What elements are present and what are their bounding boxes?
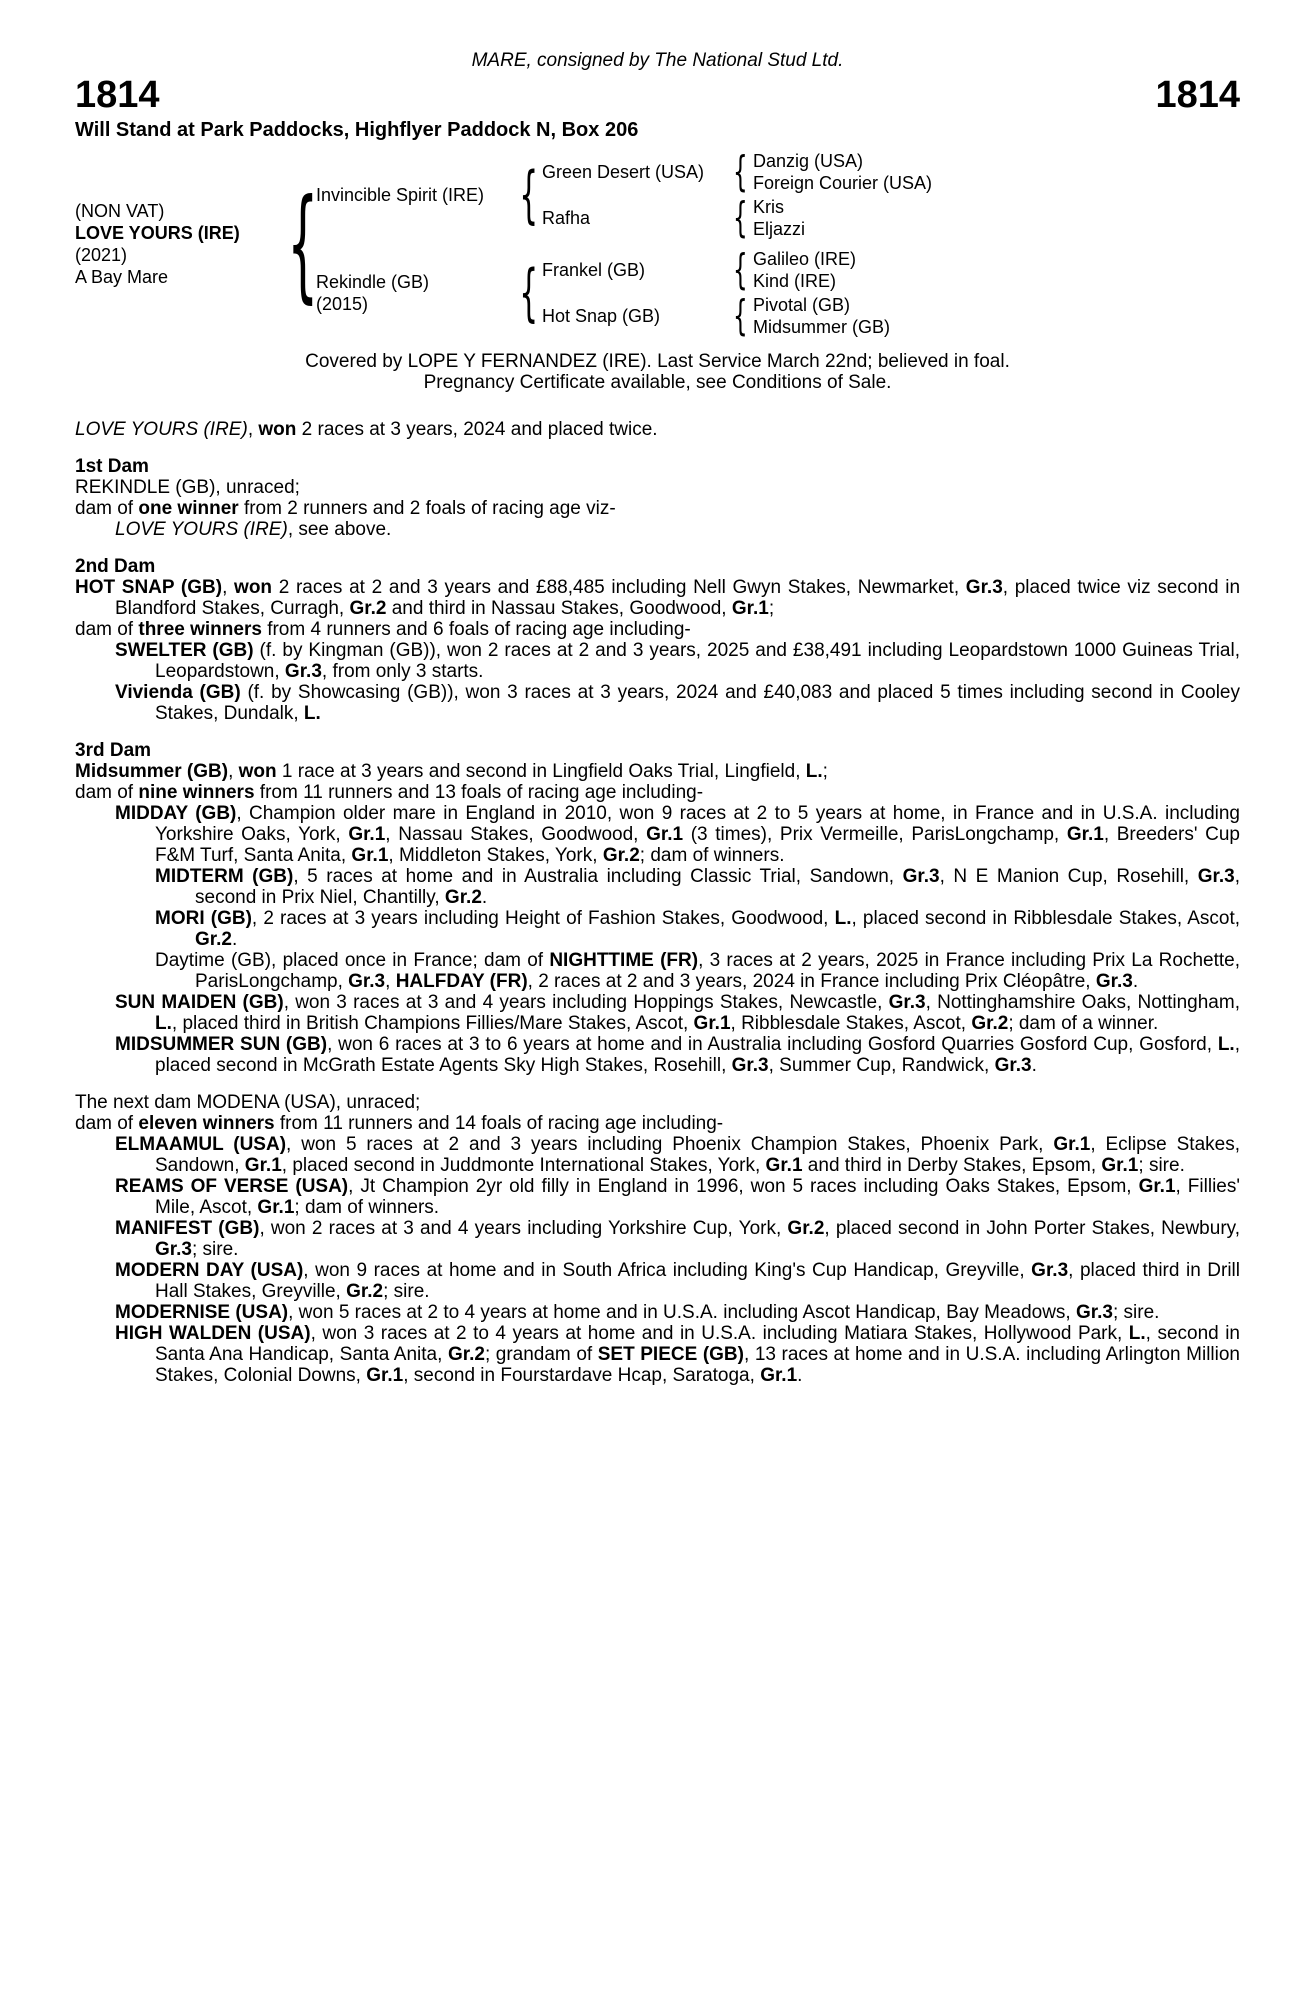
pedigree-tree <box>316 149 1240 339</box>
sire-dam-cell <box>542 207 727 229</box>
text-segment: and third in Nassau Stakes, Goodwood, <box>386 598 732 619</box>
brace-icon: { <box>519 256 539 329</box>
text-segment: . <box>1031 1055 1037 1076</box>
text-segment: , Jt Champion 2yr old filly in England in 1996, won 5 races including Oaks Stakes, Epsom, <box>348 1176 1139 1197</box>
midsummer-record <box>75 761 1240 782</box>
text-segment: Gr.1 <box>646 824 684 845</box>
text-segment: Gr.3 <box>965 577 1003 598</box>
dam-sire-sire-name: Galileo (IRE) <box>753 249 857 269</box>
text-segment: L. <box>155 1013 172 1034</box>
subject-description: A Bay Mare <box>75 267 169 287</box>
pedigree-table <box>75 149 1240 339</box>
text-segment: Gr.3 <box>1076 1302 1113 1323</box>
sire-dam-sire-name: Kris <box>753 197 784 217</box>
text-segment: , Nottinghamshire Oaks, Nottingham, <box>925 992 1240 1013</box>
text-segment: , won 5 races at 2 to 4 years at home and in U.S.A. including Ascot Handicap, Bay Meadows, <box>288 1302 1076 1323</box>
catalogue-text <box>75 419 1240 1386</box>
second-dam-produce <box>75 619 1240 640</box>
rekindle-record <box>75 477 1240 498</box>
text-segment: Gr.1 <box>731 598 769 619</box>
subject-race-record <box>75 419 1240 440</box>
text-segment: Gr.2 <box>787 1218 825 1239</box>
text-segment: 2nd Dam <box>75 556 156 577</box>
text-segment: , Middleton Stakes, York, <box>388 845 603 866</box>
text-segment: won <box>234 577 273 598</box>
text-segment: The next dam MODENA (USA), unraced; <box>75 1092 421 1113</box>
text-segment: Gr.3 <box>1197 866 1235 887</box>
text-segment: Gr.2 <box>195 929 232 950</box>
sun-maiden-record <box>75 992 1240 1034</box>
text-segment: (3 times), Prix Vermeille, ParisLongchamp, <box>683 824 1067 845</box>
text-segment: Gr.1 <box>1101 1155 1139 1176</box>
text-segment: , placed second in Ribblesdale Stakes, Ascot, <box>851 908 1241 929</box>
text-segment: Gr.3 <box>888 992 926 1013</box>
text-segment: Gr.1 <box>760 1365 798 1386</box>
text-segment: SET PIECE (GB) <box>597 1344 744 1365</box>
first-dam-produce <box>75 498 1240 519</box>
text-segment: Gr.1 <box>765 1155 803 1176</box>
text-segment: , Breeders' Cup F&M Turf, Santa Anita, <box>155 824 1240 866</box>
dam-dam-name: Hot Snap (GB) <box>542 306 661 326</box>
sire-sire-sire-name: Danzig (USA) <box>753 151 864 171</box>
sire-grandparents <box>542 149 932 241</box>
reams-of-verse-record <box>75 1176 1240 1218</box>
vivienda-record <box>75 682 1240 724</box>
text-segment: Daytime (GB), placed once in France; dam of <box>155 950 550 971</box>
text-segment: HIGH WALDEN (USA) <box>115 1323 311 1344</box>
text-segment: ELMAAMUL (USA) <box>115 1134 287 1155</box>
text-segment: , Eclipse Stakes, Sandown, <box>155 1134 1241 1176</box>
lot-number-right: 1814 <box>1155 74 1240 116</box>
text-segment: . <box>1132 971 1139 992</box>
text-segment: Gr.3 <box>1031 1260 1069 1281</box>
text-segment: ; dam of winners. <box>639 845 785 866</box>
sire-dam-parents <box>753 196 805 240</box>
text-segment: , won 2 races at 3 and 4 years including Yorkshire Cup, York, <box>259 1218 788 1239</box>
sire-sire-name: Green Desert (USA) <box>542 162 705 182</box>
high-walden-record <box>75 1323 1240 1386</box>
text-segment: from 2 runners and 2 foals of racing age viz- <box>238 498 616 519</box>
text-segment: HOT SNAP (GB) <box>75 577 223 598</box>
text-segment: , see above. <box>287 519 392 540</box>
text-segment: MANIFEST (GB) <box>115 1218 260 1239</box>
text-segment: from 4 runners and 6 foals of racing age including- <box>261 619 691 640</box>
sire-cell <box>316 184 516 206</box>
brace-icon: { <box>519 158 539 231</box>
text-segment: . <box>481 887 488 908</box>
text-segment: Gr.1 <box>693 1013 731 1034</box>
third-dam-produce <box>75 782 1240 803</box>
text-segment: . <box>231 929 238 950</box>
hot-snap-record <box>75 577 1240 619</box>
text-segment: , Ribblesdale Stakes, Ascot, <box>730 1013 972 1034</box>
text-segment: SUN MAIDEN (GB) <box>115 992 284 1013</box>
text-segment: 1 race at 3 years and second in Lingfield Oaks Trial, Lingfield, <box>276 761 806 782</box>
text-segment: , <box>228 761 239 782</box>
text-segment: Gr.3 <box>994 1055 1032 1076</box>
text-segment: , second in Fourstardave Hcap, Saratoga, <box>403 1365 761 1386</box>
covering-line: Covered by LOPE Y FERNANDEZ (IRE). Last Service March 22nd; believed in foal. <box>305 351 1010 372</box>
text-segment: NIGHTTIME (FR) <box>549 950 699 971</box>
sire-dam-brace <box>727 193 753 242</box>
text-segment: ; sire. <box>1112 1302 1160 1323</box>
modernise-record <box>75 1302 1240 1323</box>
pedigree-main-brace <box>287 173 319 315</box>
text-segment: L. <box>1128 1323 1146 1344</box>
text-segment: Gr.2 <box>971 1013 1009 1034</box>
midterm-record <box>75 866 1240 908</box>
text-segment: SWELTER (GB) <box>115 640 254 661</box>
text-segment: Gr.2 <box>602 845 640 866</box>
dam-dam-cell <box>542 305 727 327</box>
next-dam-produce <box>75 1113 1240 1134</box>
text-segment: MIDSUMMER SUN (GB) <box>115 1034 328 1055</box>
text-segment: , 2 races at 2 and 3 years, 2024 in France including Prix Cléopâtre, <box>527 971 1096 992</box>
dam-branch <box>316 247 1240 339</box>
sire-sire-dam-name: Foreign Courier (USA) <box>753 173 933 193</box>
lot-number-left: 1814 <box>75 74 160 116</box>
text-segment: . <box>797 1365 803 1386</box>
dam-dam-brace <box>727 291 753 340</box>
text-segment: , from only 3 starts. <box>321 661 484 682</box>
sire-sire-branch <box>542 149 932 195</box>
text-segment: , won 5 races at 2 and 3 years including Phoenix Champion Stakes, Phoenix Park, <box>286 1134 1054 1155</box>
text-segment: and third in Derby Stakes, Epsom, <box>802 1155 1102 1176</box>
text-segment: 2 races at 3 years, 2024 and placed twice. <box>296 419 658 440</box>
text-segment: , won 6 races at 3 to 6 years at home and in Australia including Gosford Quarries Gosford Cup, Gosford, <box>327 1034 1218 1055</box>
text-segment: 2 races at 2 and 3 years and £88,485 including Nell Gwyn Stakes, Newmarket, <box>272 577 966 598</box>
text-segment: , 3 races at 2 years, 2025 in France including Prix La Rochette, ParisLongchamp, <box>195 950 1240 992</box>
text-segment: from 11 runners and 13 foals of racing age including- <box>254 782 704 803</box>
text-segment: Gr.1 <box>1138 1176 1176 1197</box>
text-segment: won <box>238 761 277 782</box>
text-segment: one winner <box>138 498 239 519</box>
text-segment: Gr.1 <box>351 845 389 866</box>
sire-brace <box>516 158 542 231</box>
page-header <box>75 50 1240 141</box>
covering-details <box>75 351 1240 393</box>
brace-icon: { <box>287 173 319 315</box>
midday-record <box>75 803 1240 866</box>
text-segment: Gr.3 <box>902 866 940 887</box>
stand-location-line: Will Stand at Park Paddocks, Highflyer Paddock N, Box 206 <box>75 119 639 141</box>
dam-sire-name: Frankel (GB) <box>542 260 646 280</box>
vat-status: (NON VAT) <box>75 201 165 221</box>
first-dam-heading <box>75 456 1240 477</box>
subject-name: LOVE YOURS (IRE) <box>75 223 240 243</box>
text-segment: ; dam of winners. <box>294 1197 440 1218</box>
text-segment: eleven winners <box>138 1113 275 1134</box>
next-dam-intro <box>75 1092 1240 1113</box>
text-segment: 3rd Dam <box>75 740 152 761</box>
lot-number-row <box>75 73 1240 117</box>
text-segment: , second in Prix Niel, Chantilly, <box>195 866 1240 908</box>
text-segment: REKINDLE (GB), unraced; <box>75 477 300 498</box>
text-segment: , <box>385 971 396 992</box>
text-segment: ; grandam of <box>484 1344 598 1365</box>
dam-dam-sire-name: Pivotal (GB) <box>753 295 851 315</box>
text-segment: , <box>222 577 235 598</box>
text-segment: , placed twice viz second in Blandford Stakes, Curragh, <box>115 577 1241 619</box>
text-segment: REAMS OF VERSE (USA) <box>115 1176 349 1197</box>
consignment-line: MARE, consigned by The National Stud Ltd. <box>471 50 844 71</box>
text-segment: Gr.1 <box>244 1155 282 1176</box>
text-segment: , 13 races at home and in U.S.A. including Arlington Million Stakes, Colonial Downs, <box>155 1344 1240 1386</box>
text-segment: Gr.3 <box>284 661 322 682</box>
second-dam-heading <box>75 556 1240 577</box>
mori-record <box>75 908 1240 950</box>
dam-dam-dam-name: Midsummer (GB) <box>753 317 891 337</box>
third-dam-heading <box>75 740 1240 761</box>
dam-sire-cell <box>542 259 727 281</box>
text-segment: Gr.3 <box>1095 971 1133 992</box>
text-segment: ; sire. <box>383 1281 430 1302</box>
dam-sire-dam-name: Kind (IRE) <box>753 271 837 291</box>
text-segment: , Nassau Stakes, Goodwood, <box>385 824 647 845</box>
text-segment: , placed third in Drill Hall Stakes, Greyville, <box>155 1260 1240 1302</box>
love-yours-reference <box>75 519 1240 540</box>
text-segment: , second in Santa Ana Handicap, Santa Anita, <box>155 1323 1240 1365</box>
sire-sire-brace <box>727 147 753 196</box>
dam-name: Rekindle (GB) <box>316 272 430 292</box>
pedigree-subject-block <box>75 200 290 288</box>
sire-name: Invincible Spirit (IRE) <box>316 185 485 205</box>
dam-cell <box>316 271 516 315</box>
text-segment: (f. by Kingman (GB)), won 2 races at 2 and 3 years, 2025 and £38,491 including Leopardstown 1000 Guineas Trial, Leopardstown, <box>155 640 1240 682</box>
text-segment: Gr.1 <box>1066 824 1104 845</box>
sire-dam-name: Rafha <box>542 208 591 228</box>
text-segment: , 2 races at 3 years including Height of Fashion Stakes, Goodwood, <box>251 908 835 929</box>
text-segment: LOVE YOURS (IRE) <box>75 419 248 440</box>
text-segment: MODERN DAY (USA) <box>115 1260 304 1281</box>
text-segment: ; sire. <box>1138 1155 1185 1176</box>
text-segment: MIDTERM (GB) <box>155 866 294 887</box>
text-segment: , won 3 races at 2 to 4 years at home and in U.S.A. including Matiara Stakes, Hollywood Park, <box>310 1323 1129 1344</box>
dam-dam-parents <box>753 294 890 338</box>
daytime-record <box>75 950 1240 992</box>
sire-sire-cell <box>542 161 727 183</box>
text-segment: dam of <box>75 619 139 640</box>
sire-dam-branch <box>542 195 932 241</box>
dam-year: (2015) <box>316 294 369 314</box>
midsummer-sun-record <box>75 1034 1240 1076</box>
text-segment: 1st Dam <box>75 456 149 477</box>
text-segment: Gr.3 <box>155 1239 192 1260</box>
text-segment: , placed second in Juddmonte International Stakes, York, <box>281 1155 766 1176</box>
text-segment: , 5 races at home and in Australia including Classic Trial, Sandown, <box>293 866 903 887</box>
text-segment: MODERNISE (USA) <box>115 1302 289 1323</box>
text-segment: L. <box>1217 1034 1235 1055</box>
text-segment: dam of <box>75 1113 139 1134</box>
dam-sire-parents <box>753 248 856 292</box>
text-segment: ; <box>768 598 775 619</box>
dam-brace <box>516 256 542 329</box>
dam-sire-brace <box>727 245 753 294</box>
text-segment: from 11 runners and 14 foals of racing age including- <box>274 1113 724 1134</box>
text-segment: , placed second in McGrath Estate Agents Sky High Stakes, Rosehill, <box>155 1034 1240 1076</box>
text-segment: Gr.3 <box>731 1055 769 1076</box>
text-segment: LOVE YOURS (IRE) <box>115 519 288 540</box>
brace-icon: { <box>732 147 748 196</box>
text-segment: , won 3 races at 3 and 4 years including Hoppings Stakes, Newcastle, <box>283 992 889 1013</box>
text-segment: L. <box>834 908 852 929</box>
text-segment: dam of <box>75 498 139 519</box>
text-segment: , Summer Cup, Randwick, <box>768 1055 995 1076</box>
text-segment: nine winners <box>138 782 255 803</box>
text-segment: HALFDAY (FR) <box>395 971 528 992</box>
elmaamul-record <box>75 1134 1240 1176</box>
text-segment: ; <box>822 761 828 782</box>
modern-day-record <box>75 1260 1240 1302</box>
text-segment: , placed second in John Porter Stakes, Newbury, <box>824 1218 1241 1239</box>
text-segment: Vivienda (GB) <box>115 682 241 703</box>
sire-branch <box>316 149 1240 241</box>
text-segment: L. <box>805 761 823 782</box>
manifest-record <box>75 1218 1240 1260</box>
swelter-record <box>75 640 1240 682</box>
brace-icon: { <box>732 291 748 340</box>
pregnancy-certificate-line: Pregnancy Certificate available, see Conditions of Sale. <box>423 372 892 393</box>
dam-grandparents <box>542 247 890 339</box>
sire-dam-dam-name: Eljazzi <box>753 219 806 239</box>
text-segment: Gr.1 <box>366 1365 404 1386</box>
sire-sire-parents <box>753 150 932 194</box>
text-segment: L. <box>303 703 321 724</box>
text-segment: Gr.1 <box>1053 1134 1091 1155</box>
subject-year: (2021) <box>75 245 128 265</box>
text-segment: (f. by Showcasing (GB)), won 3 races at 3 years, 2024 and £40,083 and placed 5 times including second in Cooley Stakes, Dundalk, <box>155 682 1241 724</box>
brace-icon: { <box>732 245 748 294</box>
text-segment: ; dam of a winner. <box>1008 1013 1159 1034</box>
text-segment: , placed third in British Champions Fillies/Mare Stakes, Ascot, <box>171 1013 694 1034</box>
dam-sire-branch <box>542 247 890 293</box>
text-segment: Midsummer (GB) <box>75 761 229 782</box>
text-segment: , <box>247 419 259 440</box>
text-segment: MIDDAY (GB) <box>115 803 237 824</box>
text-segment: Gr.2 <box>447 1344 485 1365</box>
text-segment: , won 9 races at home and in South Africa including King's Cup Handicap, Greyville, <box>303 1260 1032 1281</box>
text-segment: Gr.3 <box>348 971 386 992</box>
text-segment: , Fillies' Mile, Ascot, <box>155 1176 1240 1218</box>
text-segment: MORI (GB) <box>155 908 252 929</box>
text-segment: , Champion older mare in England in 2010, won 9 races at 2 to 5 years at home, in France and in U.S.A. including Yorkshire Oaks, York, <box>155 803 1240 845</box>
text-segment: Gr.2 <box>349 598 387 619</box>
dam-dam-branch <box>542 293 890 339</box>
text-segment: Gr.1 <box>257 1197 295 1218</box>
text-segment: Gr.2 <box>346 1281 384 1302</box>
text-segment: Gr.1 <box>348 824 386 845</box>
text-segment: won <box>258 419 297 440</box>
text-segment: three winners <box>138 619 262 640</box>
text-segment: dam of <box>75 782 139 803</box>
text-segment: , N E Manion Cup, Rosehill, <box>939 866 1198 887</box>
brace-icon: { <box>732 193 748 242</box>
text-segment: Gr.2 <box>444 887 482 908</box>
text-segment: ; sire. <box>191 1239 239 1260</box>
